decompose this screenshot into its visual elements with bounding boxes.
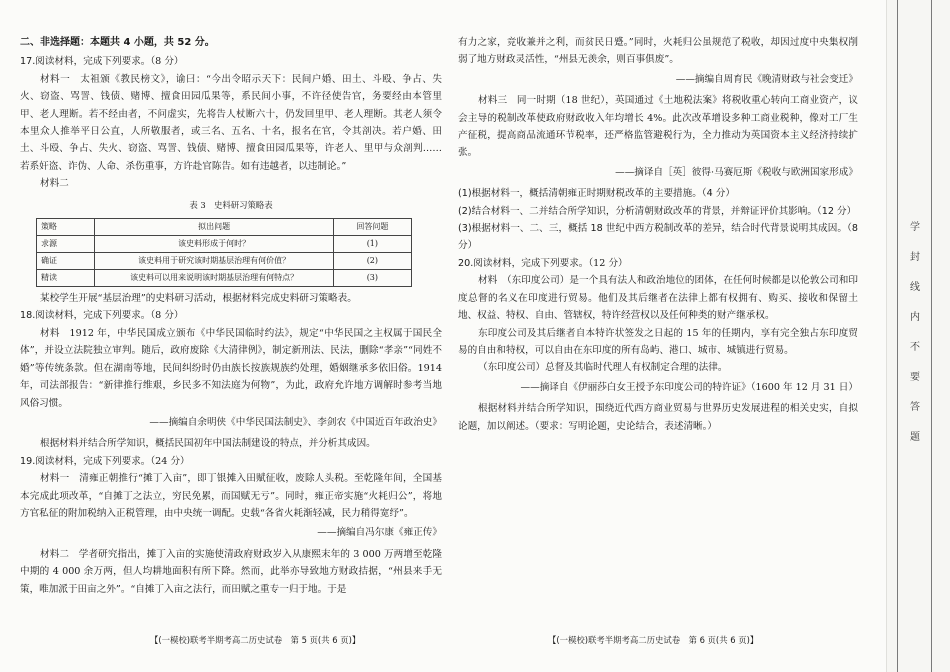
page-5 (20, 34, 442, 634)
q17-prompt (20, 53, 442, 70)
q20-material-p3: （东印度公司）总督及其临时代理人有权制定合理的法律。 (478, 362, 728, 374)
q19-material3: 材料三 同一时期（18 世纪），英国通过《土地税法案》将税收重心转向工商业资产，议会主导的税制改革使政府财政收入年均增长 4%。此次改革增设多种工商业税种，像对工厂生产征税，提高商品流通环节税率，还严格监管避税行为，全力推动为英国资本主义经济持续扩张。 (458, 95, 858, 159)
q18-material: 材料 1912 年，中华民国成立颁布《中华民国临时约法》，规定“中华民国之主权属于国民全体”，并设立法院独立审判。随后，政府废除《大清律例》，制定新刑法、民法，删除“孝亲”“同姓不婚”等传统条款。但在湖南等地，民间纠纷时仍由族长按族规族约处理，婚姻继承多依旧俗。1914 年，司法部报告：“新律推行维艰，乡民多不知法庭为何物”，为此，政府允许地方调解时参考当地风俗习惯。 (20, 327, 442, 409)
q19-prompt-text: 阅读材料，完成下列要求。（24 分） (35, 455, 190, 467)
table-cell: 确证 (37, 253, 95, 270)
page-5-footer: 【(一模校)联考半期考高二历史试卷 第 5 页(共 6 页)】 (150, 635, 361, 645)
binding-margin (886, 0, 950, 672)
table-header-cell: 回答问题 (333, 219, 411, 236)
page-6-footer: 【(一模校)联考半期考高二历史试卷 第 6 页(共 6 页)】 (548, 635, 759, 645)
table-row (37, 236, 412, 253)
table-cell: 求源 (37, 236, 95, 253)
table-header-cell: 拟出问题 (95, 219, 333, 236)
q19-task-3: (3)根据材料一、二、三，概括 18 世纪中西方税制改革的差异，结合时代背景说明其成因。（8 分） (458, 223, 858, 252)
q18-source: ——摘编自余明侠《中华民国法制史》、李剑农《中国近百年政治史》 (149, 416, 442, 428)
binding-char: 学 (910, 222, 920, 233)
q20-source: ——摘译自《伊丽莎白女王授予东印度公司的特许证》（1600 年 12 月 31 日） (520, 381, 858, 393)
q19-material1: 材料一 清雍正朝推行“摊丁入亩”，即丁银摊入田赋征收，废除人头税。至乾隆年间，全国基本完成此项改革，“自摊丁之法立，穷民免累，而国赋无亏”。同时，雍正帝实施“火耗归公”，将地方官私征的附加税纳入正税管理，由中央统一调配。史载“各省火耗渐轻减，民力稍得宽纾”。 (20, 473, 442, 519)
binding-char: 内 (910, 312, 920, 323)
table-cell: 精读 (37, 270, 95, 287)
q19-material2: 材料二 学者研究指出，摊丁入亩的实施使清政府财政岁入从康熙末年的 3 000 万两增至乾隆中期的 4 000 余万两，但人均耕地面积有所下降。然而，此举亦导致地方财政拮据，“州县来手无策，唯加派于田亩之外”。“自摊丁入亩之法行，而田赋之重专一归于地。于是 (20, 548, 442, 595)
q20-number: 20. (458, 257, 474, 269)
binding-char: 要 (910, 372, 920, 383)
q20-material-p2: 东印度公司及其后继者自本特许状签发之日起的 15 年的任期内，享有完全独占东印度贸易的自由和特权，可以自由在东印度的所有岛屿、港口、城市、城镇进行贸易。 (458, 327, 858, 356)
q17-task: 某校学生开展“基层治理”的史料研习活动，根据材料完成史料研习策略表。 (40, 293, 357, 305)
binding-line-inner (931, 0, 932, 672)
binding-char: 线 (910, 282, 920, 293)
q17-prompt-text: 阅读材料，完成下列要求。（8 分） (35, 56, 184, 68)
q17-material2-label: 材料二 (40, 178, 69, 190)
binding-char: 封 (910, 252, 920, 263)
q19-source1: ——摘编自冯尔康《雍正传》 (317, 527, 442, 539)
q17-material1: 材料一 太祖颁《教民榜文》，谕曰：“今出令昭示天下：民间户婚、田土、斗殴、争占、失火、窃盗、骂詈、钱债、赌博、擅食田园瓜果等，系民间小事，不许径使告官，务要经由本管里甲、老人理断。若不经由者，不问虚实，先将告人杖断六十，仍发回里甲、老人理断。其老人须令本里众人推举平日公直，人所敬服者，或三名、五名、十名，报名在官，令其剖决。若户婚、田土、斗殴、争占、失火、窃盗、骂詈、钱债、赌博、擅食田园瓜果等，许老人、里甲与众剖判……若系奸盗、诈伪、人命、杀伤重事，方许赴官陈告。如有违越者，以违制论。” (20, 73, 442, 172)
q19-number: 19. (20, 455, 36, 467)
table-cell: 该史料可以用来说明该时期基层治理有何特点？ (95, 270, 333, 287)
table-header-row (37, 219, 412, 236)
q20-prompt (458, 255, 858, 272)
binding-line-outer (897, 0, 898, 672)
q20-prompt-text: 阅读材料，完成下列要求。（12 分） (473, 257, 628, 269)
q18-prompt-text: 阅读材料，完成下列要求。（8 分） (35, 310, 184, 322)
table-cell: (3) (333, 270, 411, 287)
table-row (37, 270, 412, 287)
q20-material-p1: 材料 （东印度公司）是一个具有法人和政治地位的团体，在任何时候都是以伦敦公司和印度总督的名义在印度进行贸易。他们及其后继者在法律上都有权拥有、购买、接收和保留土地、权益、特权、自由、管辖权，特许经营权以及任何种类的财产继承权。 (458, 275, 858, 322)
q18-task: 根据材料并结合所学知识，概括民国初年中国法制建设的特点，并分析其成因。 (40, 438, 376, 450)
q19-task-1: (1)根据材料一，概括清朝雍正时期财税改革的主要措施。（4 分） (458, 188, 735, 200)
q18-prompt (20, 307, 442, 324)
q19-source3: ——摘译自［英］彼得·马赛厄斯《税收与欧洲国家形成》 (615, 166, 858, 178)
q18-number: 18. (20, 310, 36, 322)
table-cell: (1) (333, 236, 411, 253)
q19-task-2: (2)结合材料一、二并结合所学知识，分析清朝财政改革的背景，并辩证评价其影响。（12 分） (458, 205, 857, 217)
q19-source2: ——摘编自周育民《晚清财政与社会变迁》 (675, 73, 858, 85)
table-cell: (2) (333, 253, 411, 270)
page-6 (458, 34, 858, 634)
binding-char: 题 (910, 432, 920, 443)
table-header-cell: 策略 (37, 219, 95, 236)
binding-char: 答 (910, 402, 920, 413)
q17-number: 17. (20, 56, 36, 68)
binding-text (905, 218, 925, 458)
table-cell: 该史料形成于何时？ (95, 236, 333, 253)
strategy-table (36, 218, 412, 287)
q19-material2-continuation: 有力之家，竞收兼并之利，而贫民日蹙。”同时，火耗归公虽规范了税收，却因过度中央集权削弱了地方财政灵活性，“州县无羡余，则百事俱废”。 (458, 37, 858, 66)
q20-task: 根据材料并结合所学知识，围绕近代西方商业贸易与世界历史发展进程的相关史实，自拟论题，加以阐述。（要求：写明论题，史论结合，表述清晰。） (458, 403, 858, 432)
binding-char: 不 (910, 342, 920, 353)
section-title: 二、非选择题：本题共 4 小题，共 52 分。 (20, 37, 215, 48)
q19-prompt (20, 453, 442, 470)
table-cell: 该史料用于研究该时期基层治理有何价值？ (95, 253, 333, 270)
table-row (37, 253, 412, 270)
q17-table-caption: 表 3 史料研习策略表 (189, 199, 273, 210)
